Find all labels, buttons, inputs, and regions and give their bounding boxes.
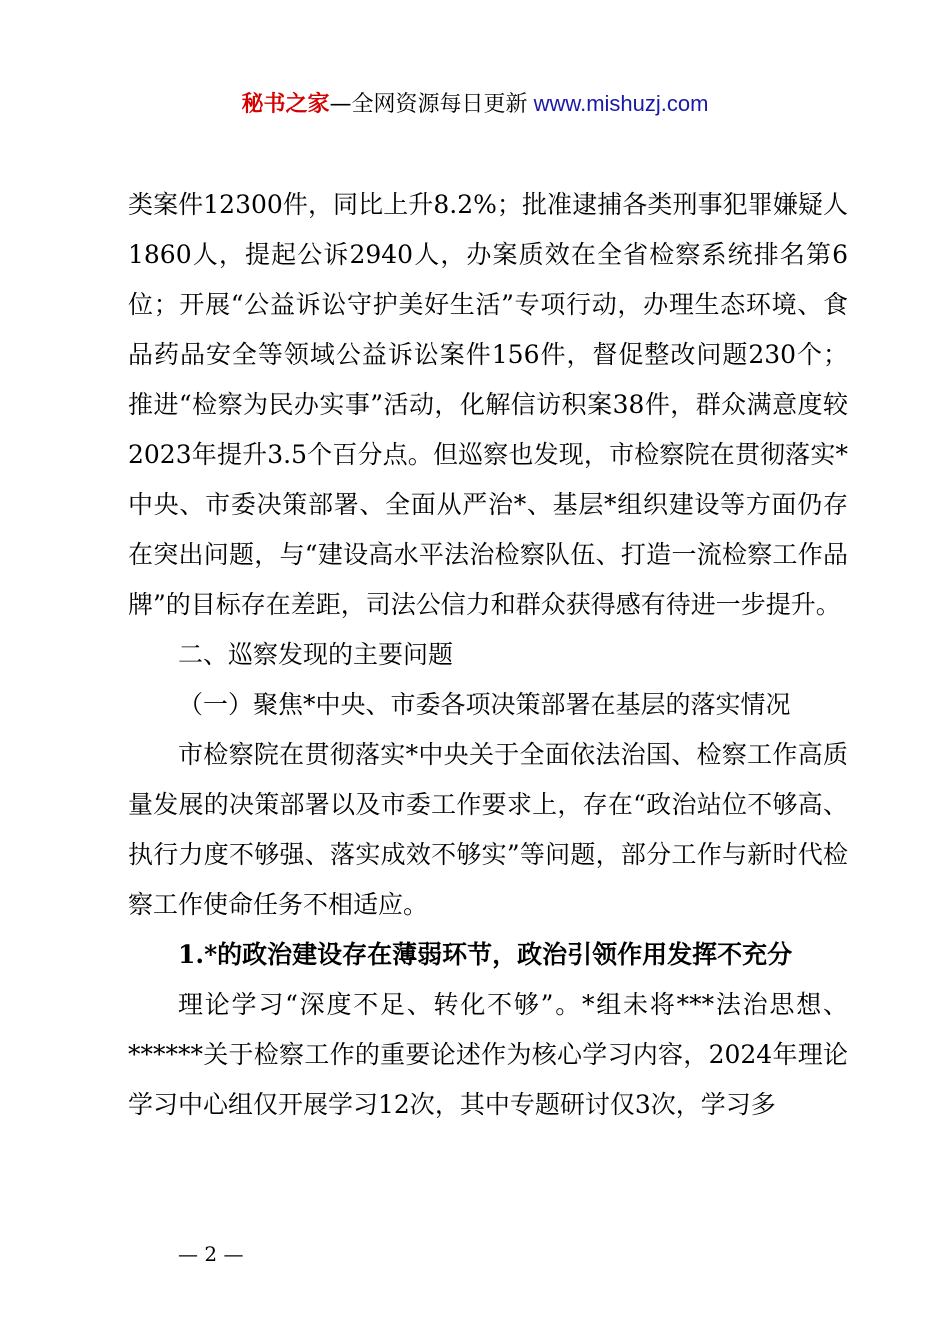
paragraph-theory-study: 理论学习“深度不足、转化不够”。*组未将***法治思想、******关于检察工作的重要论述作为核心学习内容，2024年理论学习中心组仅开展学习12次，其中专题研讨仅3次，学习多 xyxy=(128,990,848,1119)
site-tagline: —全网资源每日更新 xyxy=(329,92,528,117)
site-url[interactable]: www.mishuzj.com xyxy=(527,91,709,116)
section-heading: 二、巡察发现的主要问题 xyxy=(178,640,454,669)
page-number: — 2 — xyxy=(178,1242,244,1266)
paragraph-statistics: 类案件12300件，同比上升8.2%；批准逮捕各类刑事犯罪嫌疑人1860人，提起公诉2940人，办案质效在全省检察系统排名第6位；开展“公益诉讼守护美好生活”专项行动，办理生态环境、食品药品安全等领域公益诉讼案件156件，督促整改问题230个；推进“检察为民办实事”活动，化解信访积案38件，群众满意度较2023年提升3.5个百分点。但巡察也发现，市检察院在贯彻落实*中央、市委决策部署、全面从严治*、基层*组织建设等方面仍存在突出问题，与“建设高水平法治检察队伍、打造一流检察工作品牌”的目标存在差距，司法公信力和群众获得感有待进一步提升。 xyxy=(128,190,848,619)
document-body xyxy=(128,180,848,1130)
subsection-heading: （一）聚焦*中央、市委各项决策部署在基层的落实情况 xyxy=(178,690,791,719)
site-header xyxy=(0,86,950,123)
item-heading: 1.*的政治建设存在薄弱环节，政治引领作用发挥不充分 xyxy=(178,940,793,969)
site-brand: 秘书之家 xyxy=(241,92,330,117)
paragraph-implementation: 市检察院在贯彻落实*中央关于全面依法治国、检察工作高质量发展的决策部署以及市委工作要求上，存在“政治站位不够高、执行力度不够强、落实成效不够实”等问题，部分工作与新时代检察工作使命任务不相适应。 xyxy=(128,740,848,919)
